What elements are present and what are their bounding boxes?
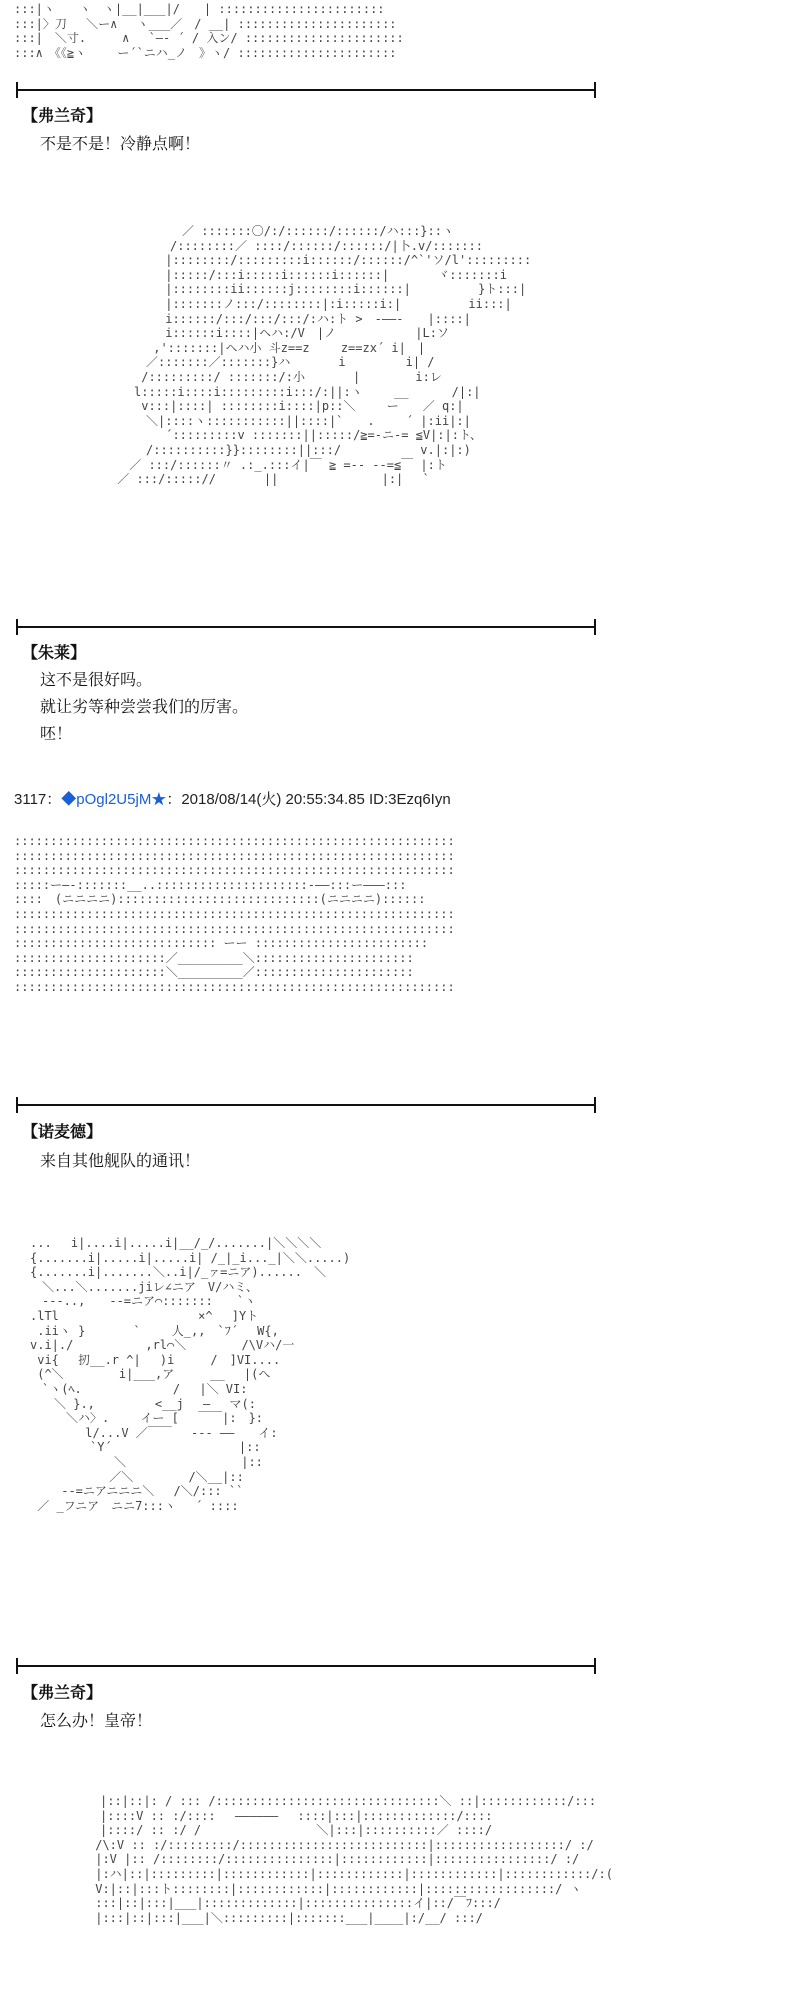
post-datetime: ：2018/08/14(火) 20:55:34.85 ID:3Ezq6Iyn: [166, 791, 451, 808]
post-tripcode[interactable]: ◆pOgl2U5jM: [61, 791, 152, 808]
section-divider-3: [16, 1104, 596, 1106]
section-divider-1: [16, 89, 596, 91]
post-number: 3117: [14, 791, 47, 808]
ascii-art-eyes: ::::::::::::::::::::::::::::::::::::::::::::::::::::::::::::: ::::::::::::::::::::::::::::::::::::::::::::::::::::::::::::: ::::::::::::::::::::::::::::::::::::::::::::::::::::::::::::: :::::ー―-:::::::__..:::::::::::::::::::::-――:::ー―――::: :::: (ニニニニ)::::::::::::::::::::::::::::(ニニニニ):::::: ::::::::::::::::::::::::::::::::::::::::::::::::::::::::::::: ::::::::::::::::::::::::::::::::::::::::::::::::::::::::::::: :::::::::::::::::::::::::::: ーー :::::::::::::::::::::::: :::::::::::::::::::::／_________＼:::::::::::::::::::::: :::::::::::::::::::::＼_________／:::::::::::::::::::::: :::::::::::::::::::::::::::::::::::::::::::::::::::::::::::::: [14, 834, 455, 994]
dialogue-line: 呸！: [40, 724, 73, 743]
section-divider-4: [16, 1665, 596, 1667]
section-divider-2: [16, 626, 596, 628]
ascii-art-character: ... i|....i|.....i|__/_/.......|＼＼＼＼ {.......i|.....i|.....i| /_|_i..._|＼＼.....) {.......i|.......＼..i|/_ァ=ニア)...... ＼ ＼...＼.......jiレ∠ニア V/ハミ、 ---.., --=ニア⌒::::::: `ヽ .lTl ×^ ]Yト .iiヽ } ` 人_,, `ﾌ´ W{, v.i|./ ,rl⌒＼ /\Vハ/一 vi{ 扨__.r ^| )i / ]VI.... (^＼ i|___,ア __ |(へ `ヽ(ﾍ. / |＼ VI: ＼ }., <__j ― マ(: ＼ハ〉. イー [ ￣￣|: }: l/...V ／￣￣ --‐ ―― イ: `Y´ |:: ＼ |:: ／＼ /＼__|:: --=ニアニニニ＼ /＼/::: `` ／ _フニア ニニ7:::ヽ ´ ::::: [30, 1236, 351, 1513]
ascii-art-top: :::|ヽ ヽ ヽ|__|___|/ | ::::::::::::::::::::::: :::|〉刀 ＼ー∧ ヽ___／ / __| :::::::::::::::::::::: :::| ＼寸. ∧ `―‐ ´ / 入ン/ :::::::::::::::::::::: :::∧ 《《≧ヽ ー´`ニハ_ノ 》ヽ/ ::::::::::::::::::::::: [14, 2, 404, 60]
dialogue-line: 来自其他舰队的通讯！: [40, 1151, 201, 1170]
post-separator: ：: [46, 791, 62, 808]
dialogue-line: 就让劣等种尝尝我们的厉害。: [40, 697, 249, 716]
speaker-label: 【诺麦德】: [22, 1122, 103, 1141]
ascii-art-character: ／ :::::::〇/:/::::::/::::::/ハ:::}::ヽ /::::::::／ ::::/::::::/::::::/|卜.v/::::::: |::::::::/:::::::::i::::::/::::::/^`'ソ/l'::::::::: |:::::/:::i:::::i::::::i::::::| ヾ:::::::i |::::::::ii::::::j::::::::i::::::| }ト:::| |:::::::ノ:::/::::::::|:i:::::i:| ii:::| i::::::/:::/:::/:::/:ハ:ト > -――- |::::| i::::::i::::|ヘハ:/V |ノ |L:ソ ,':::::::|ヘハ小 斗z==z z==zx´ i| | ／:::::::／:::::::}ハ i i| / /:::::::::/ :::::::/:小 | i:レ l:::::i::::i:::::::::i:::/:||:ヽ __ /|:| v:::|::::| ::::::::i::::|p::＼ ー ／ q:| ＼|::::ヽ:::::::::::||::::|` . ´ |:ii|:| ´:::::::::v :::::::||:::::/≧=-ニ-= ≦V|:|:ト、 /::::::::::}}::::::::||:::/ v.|:|:) ／ :::/::::::〃 .:_.:::イ|￣ ≧ =-- --=≦￣ |:ト ／ :::/:::::// || |:| `: [117, 224, 532, 487]
dialogue-line: 怎么办！皇帝！: [40, 1711, 153, 1730]
star-icon: ★: [151, 791, 167, 808]
speaker-label: 【弗兰奇】: [22, 106, 103, 125]
dialogue-line: 这不是很好吗。: [40, 670, 153, 689]
ascii-art-building: |::|::|: / ::: /:::::::::::::::::::::::::::::::＼ ::|::::::::::::/::: |::::V :: :/:::: ―――――― ::::|:::|:::::::::::::/:::: |::::/ :: :/ / ＼|:::|::::::::::／ ::::/ /\:V :: :/:::::::::/::::::::::::::::::::::::::|::::::::::::::::::/ :/ |:V |:: /::::::::/:::::::::::::::|::::::::::::|::::::::::::::::/ :/ |:ハ|::|:::::::::|::::::::::::|::::::::::::|::::::::::::|::::::::::::/:( V:|::|:::ト::::::::|::::::::::::|::::::::::::|::::::::::::::::::/ ヽ :::|::|:::|___|:::::::::::::|:::::::::::::::イ|::/￣ﾌ:::/ |:::|::|:::|___|＼:::::::::|:::::::___|____|:/__/ :::/: [95, 1794, 613, 1925]
speaker-label: 【弗兰奇】: [22, 1683, 103, 1702]
speaker-label: 【朱莱】: [22, 643, 87, 662]
post-header: [14, 788, 451, 809]
dialogue-line: 不是不是！冷静点啊！: [40, 134, 201, 153]
